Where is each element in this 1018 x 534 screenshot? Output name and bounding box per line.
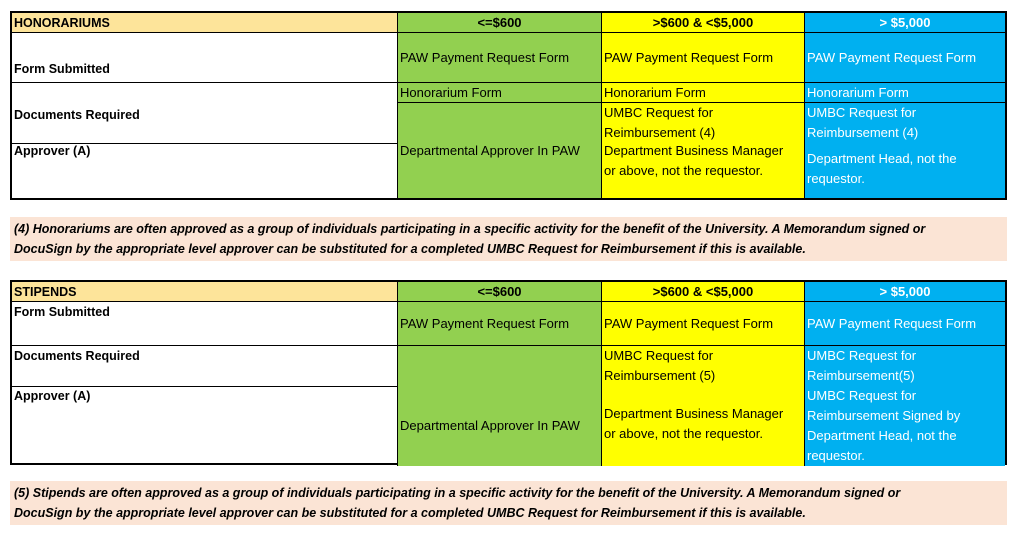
cell-text: UMBC Request for <box>604 105 714 120</box>
cell-text: Department Business Manager <box>604 406 784 421</box>
row-label: Documents Required <box>12 346 397 387</box>
cell-text: UMBC Request for <box>807 388 917 403</box>
cell-text: UMBC Request for <box>604 348 714 363</box>
honorariums-table <box>10 11 1007 200</box>
table-cell: PAW Payment Request Form <box>601 33 804 83</box>
table-cell <box>804 346 1005 387</box>
row-label: Form Submitted <box>12 302 397 346</box>
table-cell <box>804 386 1005 466</box>
table-cell <box>804 83 1005 144</box>
table-cell <box>397 83 601 144</box>
cell-text: UMBC Request for <box>807 105 917 120</box>
cell-text: Department Head, not the <box>807 151 957 166</box>
column-header: >$600 & <$5,000 <box>601 13 804 33</box>
table-row <box>12 83 1005 141</box>
table-cell <box>804 33 1005 83</box>
footnote-5 <box>10 481 1007 525</box>
cell-text: Department Business Manager <box>604 143 784 158</box>
table-cell <box>601 83 804 144</box>
column-header: > $5,000 <box>804 282 1005 302</box>
table-cell: Departmental Approver In PAW <box>397 141 601 198</box>
column-header: >$600 & <$5,000 <box>601 282 804 302</box>
table-cell <box>601 346 804 387</box>
cell-text: Reimbursement (5) <box>604 368 716 383</box>
cell-text: or above, not the requestor. <box>604 426 763 441</box>
footnote-line: DocuSign by the appropriate level approver can be substituted for a completed UMBC Request for Reimbursement if this is available. <box>14 242 806 256</box>
table-row <box>12 346 1005 386</box>
table-cell: Departmental Approver In PAW <box>397 386 601 466</box>
table-cell: PAW Payment Request Form <box>397 33 601 83</box>
table-cell <box>601 386 804 466</box>
cell-text: Reimbursement Signed by <box>807 408 961 423</box>
section-title: STIPENDS <box>12 282 397 302</box>
cell-text: PAW Payment Request Form <box>807 315 977 331</box>
cell-text: PAW Payment Request Form <box>807 49 977 65</box>
cell-text: Honorarium Form <box>398 83 601 103</box>
table-cell <box>804 141 1005 198</box>
table-cell <box>804 302 1005 346</box>
table-cell <box>601 141 804 198</box>
table-cell <box>397 346 601 387</box>
cell-text: Reimbursement(5) <box>807 368 915 383</box>
column-header: <=$600 <box>397 282 601 302</box>
table-row <box>12 141 1005 198</box>
row-label: Form Submitted <box>12 33 397 83</box>
cell-text: Reimbursement (4) <box>807 125 919 140</box>
cell-text: requestor. <box>807 448 865 463</box>
cell-text: Honorarium Form <box>602 83 804 103</box>
footnote-line: (4) Honorariums are often approved as a group of individuals participating in a specific activity for the benefit of the University. A Memorandum signed or <box>14 222 926 236</box>
row-label: Approver (A) <box>14 144 91 158</box>
footnote-4 <box>10 217 1007 261</box>
cell-text: requestor. <box>807 171 865 186</box>
section-title: HONORARIUMS <box>12 13 397 33</box>
table-header-row <box>12 13 1005 33</box>
column-header: > $5,000 <box>804 13 1005 33</box>
table-row <box>12 302 1005 346</box>
cell-text: Reimbursement (4) <box>604 125 716 140</box>
cell-text: UMBC Request for <box>807 348 917 363</box>
cell-text: Department Head, not the <box>807 428 957 443</box>
table-header-row <box>12 282 1005 302</box>
row-label: Documents Required <box>14 108 140 122</box>
table-cell: PAW Payment Request Form <box>601 302 804 346</box>
row-label-cell <box>12 83 397 144</box>
table-cell: PAW Payment Request Form <box>397 302 601 346</box>
footnote-line: (5) Stipends are often approved as a group of individuals participating in a specific activity for the benefit of the University. A Memorandum signed or <box>14 486 901 500</box>
table-row <box>12 386 1005 463</box>
cell-text: or above, not the requestor. <box>604 163 763 178</box>
column-header: <=$600 <box>397 13 601 33</box>
stipends-table <box>10 280 1007 465</box>
row-label: Approver (A) <box>14 389 91 403</box>
cell-text: Honorarium Form <box>805 83 1005 103</box>
table-row <box>12 33 1005 83</box>
footnote-line: DocuSign by the appropriate level approver can be substituted for a completed UMBC Request for Reimbursement if this is available. <box>14 506 806 520</box>
